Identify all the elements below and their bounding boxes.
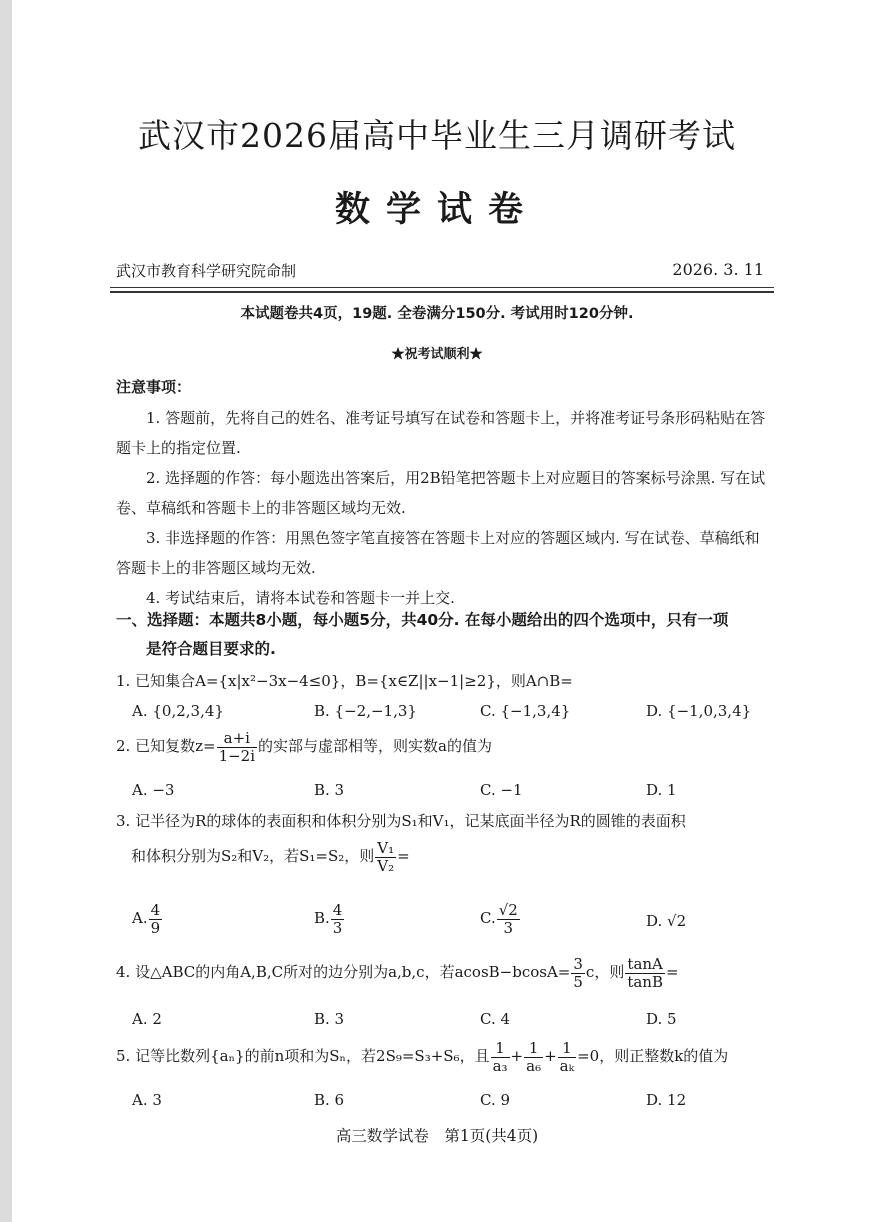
q5-option-c: C. 9	[480, 1091, 511, 1109]
section-heading: 一、选择题：本题共8小题，每小题5分，共40分. 在每小题给出的四个选项中，只有一项 是符合题目要求的.	[116, 611, 729, 658]
q3-option-b: B. $\frac{4}{3}$	[314, 901, 343, 937]
notice-item: 2. 选择题的作答：每小题选出答案后，用2B铅笔把答题卡上对应题目的答案标号涂黑. 写在试卷、草稿纸和答题卡上的非答题区域均无效.	[116, 469, 766, 517]
q4-option-b: B. 3	[314, 1010, 345, 1028]
exam-title: 武汉市2026届高中毕业生三月调研考试	[138, 116, 736, 155]
q3-option-c: C. $\frac{√2}{3}$	[480, 901, 518, 937]
notice-item: 4. 考试结束后，请将本试卷和答题卡一并上交.	[146, 589, 455, 607]
notice-item: 1. 答题前，先将自己的姓名、准考证号填写在试卷和答题卡上，并将准考证号条形码粘贴在答题卡上的指定位置.	[116, 409, 766, 457]
q3-option-d: D. √2	[646, 912, 687, 930]
q2-option-b: B. 3	[314, 781, 345, 799]
good-luck-banner: ★祝考试顺利★	[391, 347, 483, 362]
question-1-stem: 1. 已知集合A={x|x²−3x−4≤0}，B={x∈Z||x−1|≥2}，则A∩B=	[116, 672, 573, 690]
q5-option-d: D. 12	[646, 1091, 687, 1109]
page-footer: 高三数学试卷 第1页(共4页)	[335, 1127, 539, 1145]
q4-option-a: A. 2	[132, 1010, 162, 1028]
q3-option-a: A. $\frac{4}{9}$	[132, 901, 161, 937]
divider-line	[110, 287, 774, 288]
q5-option-a: A. 3	[132, 1091, 162, 1109]
notice-heading: 注意事项：	[116, 378, 192, 396]
q2-option-c: C. −1	[480, 781, 523, 799]
exam-subtitle: 数学试卷	[334, 189, 539, 230]
notice-item: 3. 非选择题的作答：用黑色签字笔直接答在答题卡上对应的答题区域内. 写在试卷、草稿纸和答题卡上的非答题区域均无效.	[116, 529, 760, 577]
q2-option-a: A. −3	[132, 781, 175, 799]
organization: 武汉市教育科学研究院命制	[116, 262, 297, 280]
divider-line-thick	[110, 291, 774, 293]
q1-option-a: A. {0,2,3,4}	[132, 702, 224, 720]
question-2-stem: 2. 已知复数z= $\frac{a+i}{1-2i}$ 的实部与虚部相等，则实数a的值为	[116, 729, 492, 765]
q1-option-d: D. {−1,0,3,4}	[646, 702, 752, 720]
question-4-stem: 4. 设△ABC的内角A,B,C所对的边分别为a,b,c，若acosB−bcosA= $\frac{3}{5}$ c，则 $\frac{\tan A}{\tan B}$ =	[116, 955, 679, 991]
exam-info: 本试题卷共4页，19题. 全卷满分150分. 考试用时120分钟.	[240, 306, 634, 322]
q1-option-b: B. {−2,−1,3}	[314, 702, 417, 720]
question-3-stem: 3. 记半径为R的球体的表面积和体积分别为S₁和V₁，记某底面半径为R的圆锥的表面积	[116, 812, 686, 830]
q2-option-d: D. 1	[646, 781, 677, 799]
exam-date: 2026. 3. 11	[672, 260, 764, 279]
q1-option-c: C. {−1,3,4}	[480, 702, 571, 720]
q4-option-c: C. 4	[480, 1010, 511, 1028]
q4-option-d: D. 5	[646, 1010, 677, 1028]
question-5-stem: 5. 记等比数列{aₙ}的前n项和为Sₙ，若2S₉=S₃+S₆，且 $\frac{1}{\text{a₃}}$ + $\frac{1}{\text{a₆}}$ + $\frac{1}{\text{aₖ}}$ =0，则正整数k的值为	[116, 1039, 729, 1075]
question-3-stem-line2: 和体积分别为S₂和V₂，若S₁=S₂，则 $\frac{\text{V₁}}{\text{V₂}}$ =	[131, 839, 410, 875]
q5-option-b: B. 6	[314, 1091, 345, 1109]
